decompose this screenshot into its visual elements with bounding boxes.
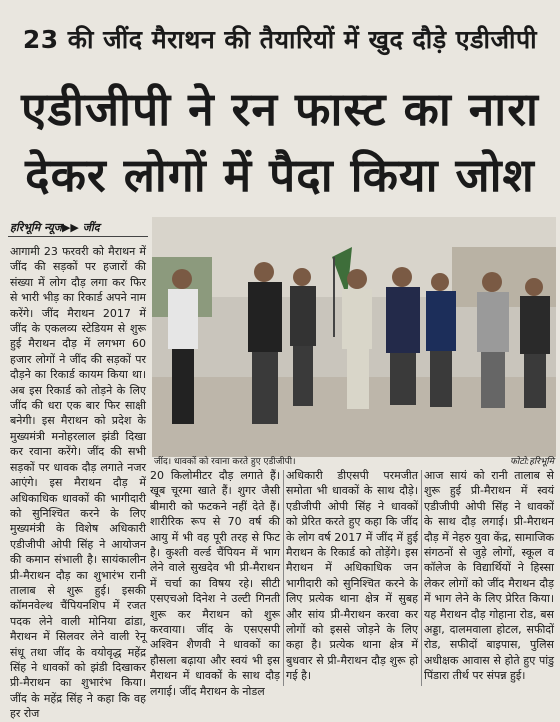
article-column-3 — [286, 468, 418, 688]
photo-caption: जींद। धावकों को रवाना करते हुए एडीजीपी। — [154, 457, 296, 467]
photo-credit: फोटो:हरिभूमि — [509, 457, 554, 467]
column-1-text: आगामी 23 फरवरी को मैराथन में जींद की सड़कों पर हजारों की संख्या में लोग दौड़ लगा कर फिर से भारी भीड़ का रिकार्ड अपने नाम करेंगे। जींद मैराथन 2017 में जींद के एकलव्य स्टेडियम से शुरू हुई मैराथन दौड़ में लगभग 60 हजार लोगों ने जींद की सड़कों पर दौड़ने का रिकार्ड कायम किया था। अब इस रिकार्ड को तोड़ने के लिए जींद की धरा एक बार फिर साक्षी बनेगी। इस मैराथन को प्रदेश के मुख्यमंत्री मनोहरलाल झंडी दिखा कर रवाना करेंगे। जींद की सभी सड़कों पर धावक दौड़ लगाते नजर आएंगे। इस मैराथन दौड़ में अधिकाधिक धावकों की भागीदारी को सुनिश्चित करने के लिए मुख्यमंत्री के विशेष अधिकारी एडीजीपी ओपी सिंह ने आयोजन की कमान संभाली है। सायंकालीन प्री-मैराथन दौड़ का शुभारंभ रानी तालाब से शुरू हुई। इसकी कॉमनवेल्थ चैंपियनशिप में रजत पदक लेने वाली मोनिया ढांडा, मैराथन में सिलवर लेने वाली रेनू संधू तथा जींद के वयोवृद्ध महेंद्र सिंह ने धावकों को झंडी दिखाकर प्री-मैराथन का शुभारंभ किया। जींद के महेंद्र सिंह ने कहा कि वह हर रोज — [10, 245, 146, 721]
column-divider — [421, 470, 422, 686]
kicker: 23 की जींद मैराथन की तैयारियों में खुद दौड़े एडीजीपी — [22, 25, 538, 54]
runners-photo-illustration — [152, 217, 556, 457]
article-column-1 — [10, 244, 146, 721]
column-2-text: 20 किलोमीटर दौड़ लगाते हैं। खूब चूरमा खाते हैं। शुगर जैसी बीमारी को फटकने नहीं देते हैं। शारीरिक रूप से 70 वर्ष की आयु में भी वह पूरी तरह से फिट है। कुश्ती वर्ल्ड चैंपियन में भाग लेने वाले सुखदेव भी प्री-मैराथन में चर्चा का विषय रहे। सीटी एसएचओ दिनेश ने उल्टी गिनती शुरू कर मैराथन को शुरू करवाया। जींद के एसएसपी अश्विन शैणवी ने धावकों का हौसला बढ़ाया और स्वयं भी इस मैराथन में धावकों के साथ दौड़ लगाई। जींद मैराथन के नोडल — [150, 469, 280, 698]
article-column-2 — [150, 468, 280, 698]
news-photo — [152, 217, 556, 457]
column-divider — [283, 470, 284, 686]
byline: हरिभूमि न्यूज▶▶ जींद — [10, 221, 100, 234]
byline-rule — [8, 236, 148, 237]
column-3-text: अधिकारी डीएसपी परमजीत समोता भी धावकों के साथ दौड़े। एडीजीपी ओपी सिंह ने धावकों को प्रेरित करते हुए कहा कि जींद के लोग वर्ष 2017 में जींद में हुई मैराथन के रिकार्ड को तोड़ेंगे। इस मैराथन में अधिकाधिक जन भागीदारी को सुनिश्चित करने के लिए प्रत्येक थाना क्षेत्र में सुबह और सांय प्री-मैराथन करवा कर लोगों को इससे जोड़ने के लिए कहा है। प्रत्येक थाना क्षेत्र में बुधवार से प्री-मैराथन दौड़ शुरू हो गई है। — [286, 469, 418, 683]
column-4-text: आज सायं को रानी तालाब से शुरू हुई प्री-मैराथन में स्वयं एडीजीपी ओपी सिंह ने धावकों के साथ दौड़ लगाई। प्री-मैराथन दौड़ में नेहरु युवा केंद्र, सामाजिक संगठनों से जुड़े लोगों, स्कूल व कॉलेज के विद्यार्थियों ने हिस्सा लेकर लोगों को जींद मैराथन दौड़ में भाग लेने के लिए प्रेरित किया। यह मैराथन दौड़ गोहाना रोड, बस अड्डा, दालमवाला होटल, सफीदों रोड, सफीदों बाइपास, पुलिस अधीक्षक आवास से होते हुए पांडु पिंडारा तीर्थ पर संपन्न हुई। — [424, 469, 554, 683]
article-column-4 — [424, 468, 554, 688]
headline-line-1: एडीजीपी ने रन फास्ट का नारा — [21, 82, 539, 136]
photo-caption-bar — [152, 457, 556, 468]
headline-line-2: देकर लोगों में पैदा किया जोश — [25, 148, 535, 202]
